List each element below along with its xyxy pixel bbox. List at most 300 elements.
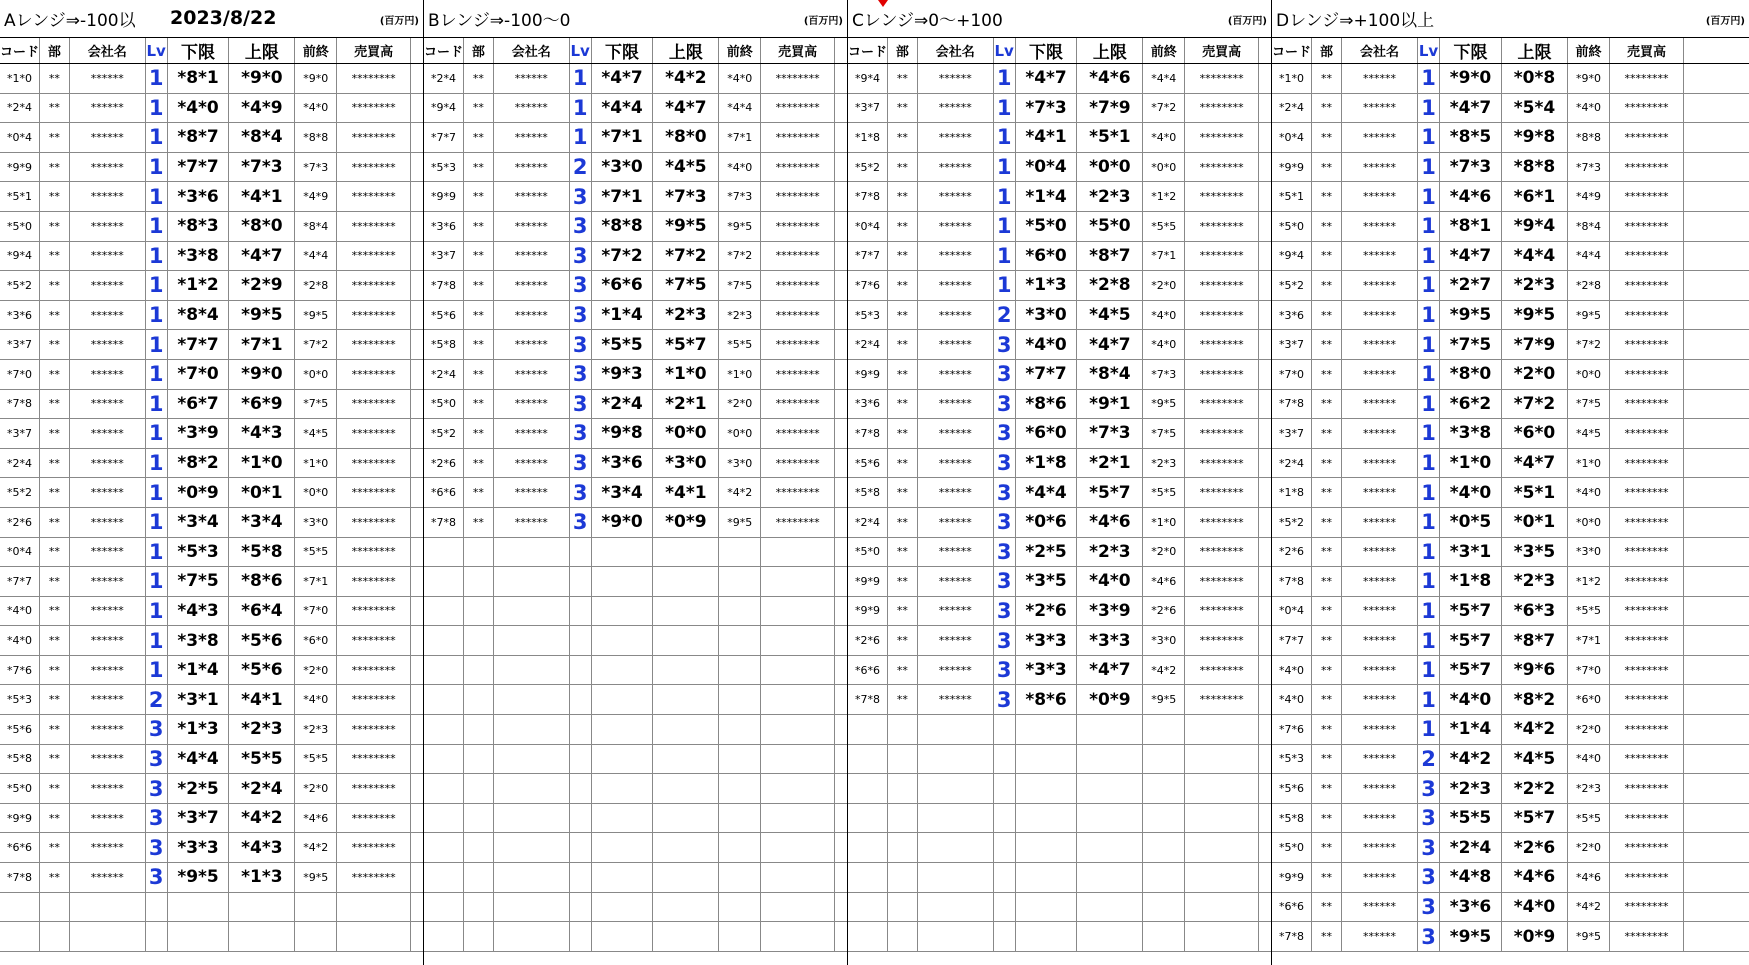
table-row[interactable]: [424, 745, 847, 775]
cell-code[interactable]: *2*6: [424, 449, 464, 478]
cell-volume[interactable]: ********: [1610, 301, 1684, 330]
cell-prev-close[interactable]: *7*1: [1568, 626, 1610, 655]
cell-volume[interactable]: ********: [1185, 271, 1259, 300]
cell-prev-close[interactable]: [1143, 922, 1185, 951]
cell-company-name[interactable]: ******: [494, 64, 570, 93]
cell-upper-limit[interactable]: [1077, 833, 1143, 862]
cell-lower-limit[interactable]: *4*0: [168, 94, 230, 123]
cell-lower-limit[interactable]: [592, 597, 654, 626]
cell-prev-close[interactable]: *0*0: [295, 360, 337, 389]
cell-company-name[interactable]: ******: [1342, 597, 1418, 626]
cell-bu[interactable]: **: [40, 360, 70, 389]
cell-bu[interactable]: **: [888, 390, 918, 419]
cell-lower-limit[interactable]: *3*6: [1440, 893, 1502, 922]
cell-company-name[interactable]: ******: [918, 64, 994, 93]
cell-prev-close[interactable]: [719, 833, 761, 862]
cell-bu[interactable]: **: [888, 656, 918, 685]
cell-bu[interactable]: **: [1312, 508, 1342, 537]
cell-lv[interactable]: 3: [570, 419, 592, 448]
cell-upper-limit[interactable]: *3*3: [1077, 626, 1143, 655]
cell-bu[interactable]: **: [888, 419, 918, 448]
cell-code[interactable]: *5*3: [424, 153, 464, 182]
table-row[interactable]: [1272, 419, 1749, 449]
cell-company-name[interactable]: ******: [70, 715, 146, 744]
cell-volume[interactable]: ********: [1185, 626, 1259, 655]
cell-bu[interactable]: **: [1312, 360, 1342, 389]
cell-volume[interactable]: ********: [1185, 330, 1259, 359]
cell-lv[interactable]: 1: [994, 94, 1016, 123]
cell-lv[interactable]: 1: [146, 508, 168, 537]
cell-volume[interactable]: ********: [1610, 478, 1684, 507]
table-row[interactable]: [0, 833, 423, 863]
cell-lv[interactable]: [570, 893, 592, 922]
cell-lv[interactable]: [570, 538, 592, 567]
cell-company-name[interactable]: ******: [494, 360, 570, 389]
cell-company-name[interactable]: ******: [494, 271, 570, 300]
cell-company-name[interactable]: ******: [1342, 419, 1418, 448]
cell-prev-close[interactable]: [295, 893, 337, 922]
cell-volume[interactable]: ********: [1610, 123, 1684, 152]
cell-bu[interactable]: **: [40, 567, 70, 596]
cell-bu[interactable]: **: [1312, 922, 1342, 951]
cell-volume[interactable]: ********: [1185, 360, 1259, 389]
cell-lower-limit[interactable]: *6*7: [168, 390, 230, 419]
cell-bu[interactable]: **: [40, 626, 70, 655]
cell-volume[interactable]: ********: [1610, 804, 1684, 833]
cell-company-name[interactable]: [494, 567, 570, 596]
cell-lower-limit[interactable]: *4*7: [1016, 64, 1078, 93]
cell-prev-close[interactable]: [719, 745, 761, 774]
cell-upper-limit[interactable]: *5*7: [1077, 478, 1143, 507]
cell-lv[interactable]: 3: [1418, 774, 1440, 803]
cell-bu[interactable]: [464, 922, 494, 951]
table-row[interactable]: [424, 419, 847, 449]
cell-lower-limit[interactable]: [1016, 863, 1078, 892]
cell-upper-limit[interactable]: *4*6: [1077, 508, 1143, 537]
cell-code[interactable]: *5*3: [1272, 745, 1312, 774]
cell-prev-close[interactable]: *4*0: [719, 64, 761, 93]
cell-code[interactable]: *9*9: [424, 182, 464, 211]
cell-volume[interactable]: ********: [337, 271, 411, 300]
cell-upper-limit[interactable]: *4*7: [229, 242, 295, 271]
cell-lv[interactable]: 1: [1418, 538, 1440, 567]
cell-upper-limit[interactable]: [1077, 893, 1143, 922]
cell-code[interactable]: *2*4: [1272, 449, 1312, 478]
table-row[interactable]: [848, 656, 1271, 686]
table-row[interactable]: [424, 123, 847, 153]
cell-lower-limit[interactable]: *8*4: [168, 301, 230, 330]
cell-company-name[interactable]: ******: [70, 833, 146, 862]
cell-volume[interactable]: [761, 597, 835, 626]
cell-code[interactable]: *0*4: [0, 123, 40, 152]
cell-prev-close[interactable]: *9*5: [295, 301, 337, 330]
cell-company-name[interactable]: ******: [1342, 863, 1418, 892]
cell-upper-limit[interactable]: *4*4: [1502, 242, 1568, 271]
cell-code[interactable]: [848, 863, 888, 892]
cell-company-name[interactable]: ******: [494, 212, 570, 241]
cell-upper-limit[interactable]: *5*0: [1077, 212, 1143, 241]
cell-company-name[interactable]: ******: [1342, 153, 1418, 182]
cell-company-name[interactable]: ******: [494, 478, 570, 507]
cell-bu[interactable]: **: [464, 153, 494, 182]
cell-lower-limit[interactable]: *7*5: [1440, 330, 1502, 359]
cell-code[interactable]: *5*0: [424, 390, 464, 419]
cell-prev-close[interactable]: *7*3: [295, 153, 337, 182]
cell-lv[interactable]: 1: [146, 449, 168, 478]
cell-lv[interactable]: 1: [1418, 656, 1440, 685]
cell-upper-limit[interactable]: [653, 745, 719, 774]
cell-volume[interactable]: [761, 715, 835, 744]
cell-lower-limit[interactable]: *0*9: [168, 478, 230, 507]
cell-volume[interactable]: ********: [1610, 330, 1684, 359]
table-row[interactable]: [1272, 123, 1749, 153]
cell-bu[interactable]: **: [1312, 656, 1342, 685]
cell-code[interactable]: *5*2: [1272, 508, 1312, 537]
cell-volume[interactable]: ********: [337, 745, 411, 774]
cell-volume[interactable]: ********: [761, 508, 835, 537]
table-row[interactable]: [424, 94, 847, 124]
cell-prev-close[interactable]: *2*0: [1143, 271, 1185, 300]
cell-company-name[interactable]: ******: [918, 478, 994, 507]
cell-lower-limit[interactable]: *3*3: [1016, 626, 1078, 655]
cell-prev-close[interactable]: *4*0: [295, 94, 337, 123]
cell-code[interactable]: *3*6: [848, 390, 888, 419]
cell-lower-limit[interactable]: *3*4: [592, 478, 654, 507]
cell-bu[interactable]: [888, 774, 918, 803]
cell-upper-limit[interactable]: [653, 715, 719, 744]
cell-lv[interactable]: 1: [1418, 715, 1440, 744]
cell-prev-close[interactable]: *9*5: [1143, 685, 1185, 714]
cell-upper-limit[interactable]: *8*6: [229, 567, 295, 596]
cell-company-name[interactable]: ******: [494, 94, 570, 123]
cell-lv[interactable]: 3: [994, 567, 1016, 596]
cell-lower-limit[interactable]: *3*6: [592, 449, 654, 478]
cell-code[interactable]: *5*2: [848, 153, 888, 182]
cell-lower-limit[interactable]: [592, 626, 654, 655]
table-row[interactable]: [848, 330, 1271, 360]
cell-bu[interactable]: **: [1312, 153, 1342, 182]
cell-lv[interactable]: 1: [146, 567, 168, 596]
cell-volume[interactable]: [761, 893, 835, 922]
cell-lv[interactable]: 3: [994, 626, 1016, 655]
cell-lower-limit[interactable]: *8*6: [1016, 685, 1078, 714]
table-row[interactable]: [424, 390, 847, 420]
cell-lv[interactable]: 1: [994, 64, 1016, 93]
cell-lower-limit[interactable]: *7*7: [1016, 360, 1078, 389]
cell-upper-limit[interactable]: *0*9: [1502, 922, 1568, 951]
table-row[interactable]: [424, 301, 847, 331]
cell-volume[interactable]: [761, 656, 835, 685]
cell-volume[interactable]: [1185, 804, 1259, 833]
cell-upper-limit[interactable]: *2*6: [1502, 833, 1568, 862]
cell-code[interactable]: *5*3: [848, 301, 888, 330]
table-row[interactable]: [424, 449, 847, 479]
cell-prev-close[interactable]: *7*3: [1143, 360, 1185, 389]
cell-volume[interactable]: ********: [1610, 153, 1684, 182]
cell-code[interactable]: *7*7: [848, 242, 888, 271]
cell-upper-limit[interactable]: *9*1: [1077, 390, 1143, 419]
cell-company-name[interactable]: ******: [70, 597, 146, 626]
table-row[interactable]: [1272, 242, 1749, 272]
table-row[interactable]: [0, 360, 423, 390]
cell-bu[interactable]: [888, 893, 918, 922]
cell-code[interactable]: *5*0: [1272, 212, 1312, 241]
cell-lower-limit[interactable]: *7*3: [1016, 94, 1078, 123]
cell-prev-close[interactable]: *7*1: [1143, 242, 1185, 271]
cell-prev-close[interactable]: *1*0: [1143, 508, 1185, 537]
cell-volume[interactable]: ********: [761, 449, 835, 478]
cell-company-name[interactable]: ******: [1342, 301, 1418, 330]
cell-upper-limit[interactable]: *7*3: [1077, 419, 1143, 448]
cell-prev-close[interactable]: *2*0: [719, 390, 761, 419]
cell-volume[interactable]: ********: [1610, 922, 1684, 951]
cell-prev-close[interactable]: *4*0: [1568, 745, 1610, 774]
table-row[interactable]: [848, 390, 1271, 420]
cell-lower-limit[interactable]: *4*1: [1016, 123, 1078, 152]
cell-code[interactable]: *5*2: [1272, 271, 1312, 300]
cell-volume[interactable]: ********: [761, 182, 835, 211]
cell-volume[interactable]: [1185, 893, 1259, 922]
cell-company-name[interactable]: ******: [494, 508, 570, 537]
cell-company-name[interactable]: ******: [1342, 538, 1418, 567]
cell-code[interactable]: *3*6: [1272, 301, 1312, 330]
cell-prev-close[interactable]: *5*5: [719, 330, 761, 359]
cell-lower-limit[interactable]: *2*5: [168, 774, 230, 803]
cell-volume[interactable]: ********: [761, 212, 835, 241]
cell-company-name[interactable]: ******: [918, 626, 994, 655]
cell-volume[interactable]: ********: [761, 242, 835, 271]
cell-bu[interactable]: **: [1312, 419, 1342, 448]
cell-lower-limit[interactable]: *2*6: [1016, 597, 1078, 626]
cell-company-name[interactable]: ******: [70, 182, 146, 211]
cell-company-name[interactable]: [918, 745, 994, 774]
cell-bu[interactable]: **: [888, 538, 918, 567]
cell-code[interactable]: *3*7: [424, 242, 464, 271]
cell-volume[interactable]: [761, 922, 835, 951]
cell-lower-limit[interactable]: *4*7: [592, 64, 654, 93]
cell-company-name[interactable]: ******: [70, 64, 146, 93]
cell-company-name[interactable]: [918, 833, 994, 862]
cell-upper-limit[interactable]: *4*1: [229, 685, 295, 714]
cell-bu[interactable]: **: [1312, 863, 1342, 892]
cell-lv[interactable]: 1: [146, 123, 168, 152]
cell-company-name[interactable]: ******: [494, 123, 570, 152]
cell-bu[interactable]: [464, 863, 494, 892]
cell-lower-limit[interactable]: [592, 922, 654, 951]
cell-bu[interactable]: [464, 656, 494, 685]
cell-prev-close[interactable]: *1*2: [1143, 182, 1185, 211]
cell-prev-close[interactable]: *4*4: [719, 94, 761, 123]
cell-code[interactable]: *5*3: [0, 685, 40, 714]
cell-prev-close[interactable]: [719, 774, 761, 803]
cell-lower-limit[interactable]: *7*5: [168, 567, 230, 596]
cell-bu[interactable]: **: [1312, 745, 1342, 774]
cell-lv[interactable]: 3: [1418, 863, 1440, 892]
cell-lower-limit[interactable]: *7*7: [168, 330, 230, 359]
cell-bu[interactable]: **: [1312, 774, 1342, 803]
cell-upper-limit[interactable]: [653, 656, 719, 685]
cell-company-name[interactable]: ******: [494, 419, 570, 448]
cell-lv[interactable]: 1: [1418, 123, 1440, 152]
cell-company-name[interactable]: [918, 922, 994, 951]
cell-volume[interactable]: ********: [1185, 538, 1259, 567]
table-row[interactable]: [0, 804, 423, 834]
cell-lv[interactable]: [570, 833, 592, 862]
cell-company-name[interactable]: ******: [918, 123, 994, 152]
cell-prev-close[interactable]: [1143, 863, 1185, 892]
cell-lv[interactable]: 3: [570, 390, 592, 419]
cell-upper-limit[interactable]: *4*7: [1077, 656, 1143, 685]
table-row[interactable]: [0, 626, 423, 656]
cell-code[interactable]: [424, 685, 464, 714]
cell-volume[interactable]: ********: [1610, 212, 1684, 241]
cell-company-name[interactable]: [918, 715, 994, 744]
cell-prev-close[interactable]: *4*0: [1568, 478, 1610, 507]
cell-company-name[interactable]: ******: [70, 301, 146, 330]
cell-upper-limit[interactable]: [653, 863, 719, 892]
table-row[interactable]: [1272, 478, 1749, 508]
cell-lower-limit[interactable]: *2*4: [592, 390, 654, 419]
cell-lower-limit[interactable]: *4*7: [1440, 242, 1502, 271]
cell-lv[interactable]: 1: [1418, 508, 1440, 537]
cell-lower-limit[interactable]: *1*0: [1440, 449, 1502, 478]
cell-upper-limit[interactable]: *4*2: [653, 64, 719, 93]
cell-bu[interactable]: **: [1312, 567, 1342, 596]
cell-volume[interactable]: ********: [1610, 538, 1684, 567]
cell-code[interactable]: *9*4: [0, 242, 40, 271]
cell-code[interactable]: *5*0: [1272, 833, 1312, 862]
cell-lv[interactable]: 1: [146, 153, 168, 182]
cell-prev-close[interactable]: *2*6: [1143, 597, 1185, 626]
cell-prev-close[interactable]: *4*9: [295, 182, 337, 211]
table-row[interactable]: [1272, 538, 1749, 568]
cell-upper-limit[interactable]: [1077, 922, 1143, 951]
cell-upper-limit[interactable]: *9*0: [229, 360, 295, 389]
cell-company-name[interactable]: ******: [70, 330, 146, 359]
cell-volume[interactable]: ********: [337, 212, 411, 241]
cell-volume[interactable]: ********: [337, 242, 411, 271]
cell-lv[interactable]: 3: [146, 774, 168, 803]
cell-prev-close[interactable]: *9*5: [719, 508, 761, 537]
cell-prev-close[interactable]: *9*5: [295, 863, 337, 892]
table-row[interactable]: [424, 212, 847, 242]
cell-volume[interactable]: ********: [1610, 271, 1684, 300]
cell-lower-limit[interactable]: *8*6: [1016, 390, 1078, 419]
cell-volume[interactable]: [337, 893, 411, 922]
cell-code[interactable]: *5*1: [0, 182, 40, 211]
cell-upper-limit[interactable]: *0*0: [1077, 153, 1143, 182]
cell-lv[interactable]: 3: [994, 538, 1016, 567]
cell-volume[interactable]: ********: [337, 64, 411, 93]
cell-lv[interactable]: 1: [570, 64, 592, 93]
cell-volume[interactable]: [761, 626, 835, 655]
cell-volume[interactable]: ********: [761, 478, 835, 507]
cell-code[interactable]: *3*7: [848, 94, 888, 123]
table-row[interactable]: [424, 360, 847, 390]
cell-volume[interactable]: ********: [1610, 833, 1684, 862]
cell-bu[interactable]: **: [888, 330, 918, 359]
cell-bu[interactable]: **: [40, 182, 70, 211]
cell-upper-limit[interactable]: *3*4: [229, 508, 295, 537]
cell-code[interactable]: *0*4: [1272, 123, 1312, 152]
cell-bu[interactable]: **: [464, 94, 494, 123]
cell-upper-limit[interactable]: *4*2: [229, 804, 295, 833]
cell-prev-close[interactable]: [719, 893, 761, 922]
cell-code[interactable]: *9*9: [848, 567, 888, 596]
cell-code[interactable]: [424, 567, 464, 596]
cell-code[interactable]: *5*2: [0, 271, 40, 300]
table-row[interactable]: [1272, 626, 1749, 656]
cell-company-name[interactable]: ******: [494, 330, 570, 359]
cell-volume[interactable]: ********: [1185, 597, 1259, 626]
cell-code[interactable]: *9*9: [1272, 863, 1312, 892]
cell-lv[interactable]: [570, 626, 592, 655]
cell-lower-limit[interactable]: [1016, 833, 1078, 862]
cell-lower-limit[interactable]: *9*5: [168, 863, 230, 892]
cell-code[interactable]: *7*8: [848, 419, 888, 448]
cell-upper-limit[interactable]: [653, 774, 719, 803]
cell-lower-limit[interactable]: *7*1: [592, 123, 654, 152]
cell-prev-close[interactable]: *7*5: [295, 390, 337, 419]
cell-lower-limit[interactable]: *1*8: [1440, 567, 1502, 596]
cell-lv[interactable]: [570, 863, 592, 892]
cell-lv[interactable]: 3: [994, 390, 1016, 419]
cell-upper-limit[interactable]: *9*5: [1502, 301, 1568, 330]
cell-company-name[interactable]: ******: [1342, 271, 1418, 300]
cell-bu[interactable]: **: [40, 449, 70, 478]
cell-volume[interactable]: ********: [1610, 774, 1684, 803]
cell-code[interactable]: *7*8: [848, 685, 888, 714]
cell-company-name[interactable]: ******: [70, 567, 146, 596]
cell-prev-close[interactable]: *7*1: [295, 567, 337, 596]
cell-lower-limit[interactable]: *9*0: [1440, 64, 1502, 93]
table-row[interactable]: [848, 64, 1271, 94]
cell-lv[interactable]: 1: [1418, 390, 1440, 419]
cell-lv[interactable]: 3: [1418, 893, 1440, 922]
cell-company-name[interactable]: ******: [1342, 449, 1418, 478]
cell-lv[interactable]: 3: [570, 212, 592, 241]
cell-volume[interactable]: ********: [1610, 863, 1684, 892]
table-row[interactable]: [848, 212, 1271, 242]
cell-lower-limit[interactable]: *3*3: [1016, 656, 1078, 685]
cell-lower-limit[interactable]: *4*6: [1440, 182, 1502, 211]
cell-company-name[interactable]: ******: [1342, 360, 1418, 389]
cell-company-name[interactable]: ******: [70, 745, 146, 774]
cell-upper-limit[interactable]: *7*5: [653, 271, 719, 300]
cell-lv[interactable]: 3: [146, 745, 168, 774]
cell-lv[interactable]: [994, 863, 1016, 892]
cell-upper-limit[interactable]: *4*5: [653, 153, 719, 182]
cell-bu[interactable]: **: [464, 419, 494, 448]
table-row[interactable]: [848, 833, 1271, 863]
cell-code[interactable]: *7*8: [424, 508, 464, 537]
cell-upper-limit[interactable]: *2*2: [1502, 774, 1568, 803]
table-row[interactable]: [848, 182, 1271, 212]
cell-volume[interactable]: ********: [337, 774, 411, 803]
cell-volume[interactable]: ********: [1610, 390, 1684, 419]
cell-prev-close[interactable]: *0*0: [719, 419, 761, 448]
table-row[interactable]: [1272, 360, 1749, 390]
table-row[interactable]: [424, 893, 847, 923]
cell-upper-limit[interactable]: [653, 597, 719, 626]
cell-upper-limit[interactable]: *2*3: [1502, 271, 1568, 300]
cell-bu[interactable]: **: [888, 478, 918, 507]
cell-lower-limit[interactable]: *9*3: [592, 360, 654, 389]
cell-prev-close[interactable]: *4*0: [1568, 94, 1610, 123]
table-row[interactable]: [848, 597, 1271, 627]
cell-bu[interactable]: **: [1312, 390, 1342, 419]
cell-upper-limit[interactable]: *8*0: [653, 123, 719, 152]
